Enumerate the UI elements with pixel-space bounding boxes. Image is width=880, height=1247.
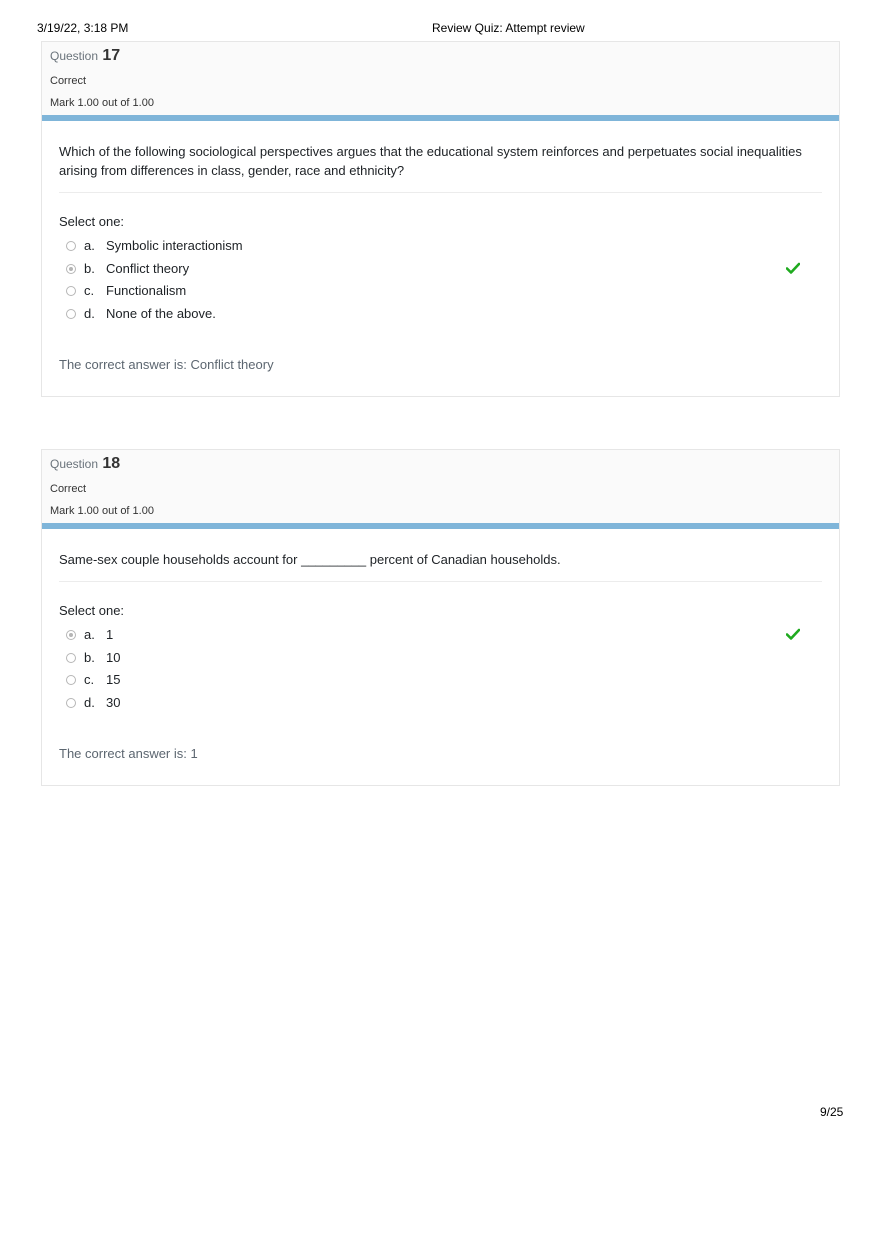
answer-options: [59, 624, 822, 714]
option-text: None of the above.: [106, 305, 216, 321]
option-text: 15: [106, 672, 121, 687]
question-content: [42, 121, 839, 389]
question-number-value: 17: [102, 47, 121, 64]
question-text: Which of the following sociological perspectives argues that the educational system reinforces and perpetuates social inequalities arising from differences in class, gender, race and ethnicity?: [59, 121, 822, 193]
option-text: 1: [106, 627, 114, 642]
option-text: 30: [106, 694, 121, 710]
correct-answer-feedback: The correct answer is: Conflict theory: [59, 357, 274, 372]
radio-button[interactable]: [66, 286, 76, 296]
question-grade: Mark 1.00 out of 1.00: [50, 505, 154, 517]
answer-option-b[interactable]: [59, 258, 822, 281]
option-letter: c.: [84, 672, 95, 687]
question-state: Correct: [50, 75, 87, 87]
option-text: Conflict theory: [106, 260, 190, 276]
select-prompt: Select one:: [59, 214, 125, 229]
print-header: [0, 19, 880, 37]
question-content: [42, 529, 839, 778]
print-page-title: Review Quiz: Attempt review: [432, 21, 585, 35]
question-grade: Mark 1.00 out of 1.00: [50, 97, 154, 109]
answer-option-c[interactable]: [59, 280, 822, 303]
option-letter: a.: [84, 627, 95, 642]
option-letter: c.: [84, 283, 95, 298]
question-number-value: 18: [102, 455, 121, 472]
option-letter: b.: [84, 260, 95, 276]
question-info: [42, 450, 839, 523]
question-label: Question: [50, 49, 99, 63]
question-18-card: [41, 449, 840, 786]
radio-button-selected[interactable]: [66, 264, 76, 274]
option-letter: a.: [84, 238, 95, 253]
option-text: 10: [106, 649, 121, 665]
option-letter: d.: [84, 305, 95, 321]
radio-button[interactable]: [66, 675, 76, 685]
question-state: Correct: [50, 483, 87, 495]
select-prompt: Select one:: [59, 603, 125, 618]
question-number: [50, 455, 120, 473]
option-text: Symbolic interactionism: [106, 238, 243, 253]
answer-options: [59, 235, 822, 325]
answer-option-d[interactable]: [59, 303, 822, 326]
answer-option-c[interactable]: [59, 669, 822, 692]
page-number: 9/25: [820, 1105, 844, 1119]
option-letter: d.: [84, 694, 95, 710]
question-info: [42, 42, 839, 115]
option-letter: b.: [84, 649, 95, 665]
answer-option-a[interactable]: [59, 235, 822, 258]
option-text: Functionalism: [106, 283, 187, 298]
print-datetime: 3/19/22, 3:18 PM: [37, 21, 129, 35]
answer-option-a[interactable]: [59, 624, 822, 647]
correct-answer-feedback: The correct answer is: 1: [59, 746, 198, 761]
answer-option-d[interactable]: [59, 692, 822, 715]
question-label: Question: [50, 457, 99, 471]
answer-option-b[interactable]: [59, 647, 822, 670]
radio-button[interactable]: [66, 309, 76, 319]
question-number: [50, 47, 120, 65]
check-icon: [786, 261, 800, 275]
radio-button[interactable]: [66, 241, 76, 251]
question-17-card: [41, 41, 840, 397]
radio-button-selected[interactable]: [66, 630, 76, 640]
radio-button[interactable]: [66, 698, 76, 708]
question-text: Same-sex couple households account for _________ percent of Canadian households.: [59, 529, 822, 582]
radio-button[interactable]: [66, 653, 76, 663]
check-icon: [786, 627, 800, 641]
